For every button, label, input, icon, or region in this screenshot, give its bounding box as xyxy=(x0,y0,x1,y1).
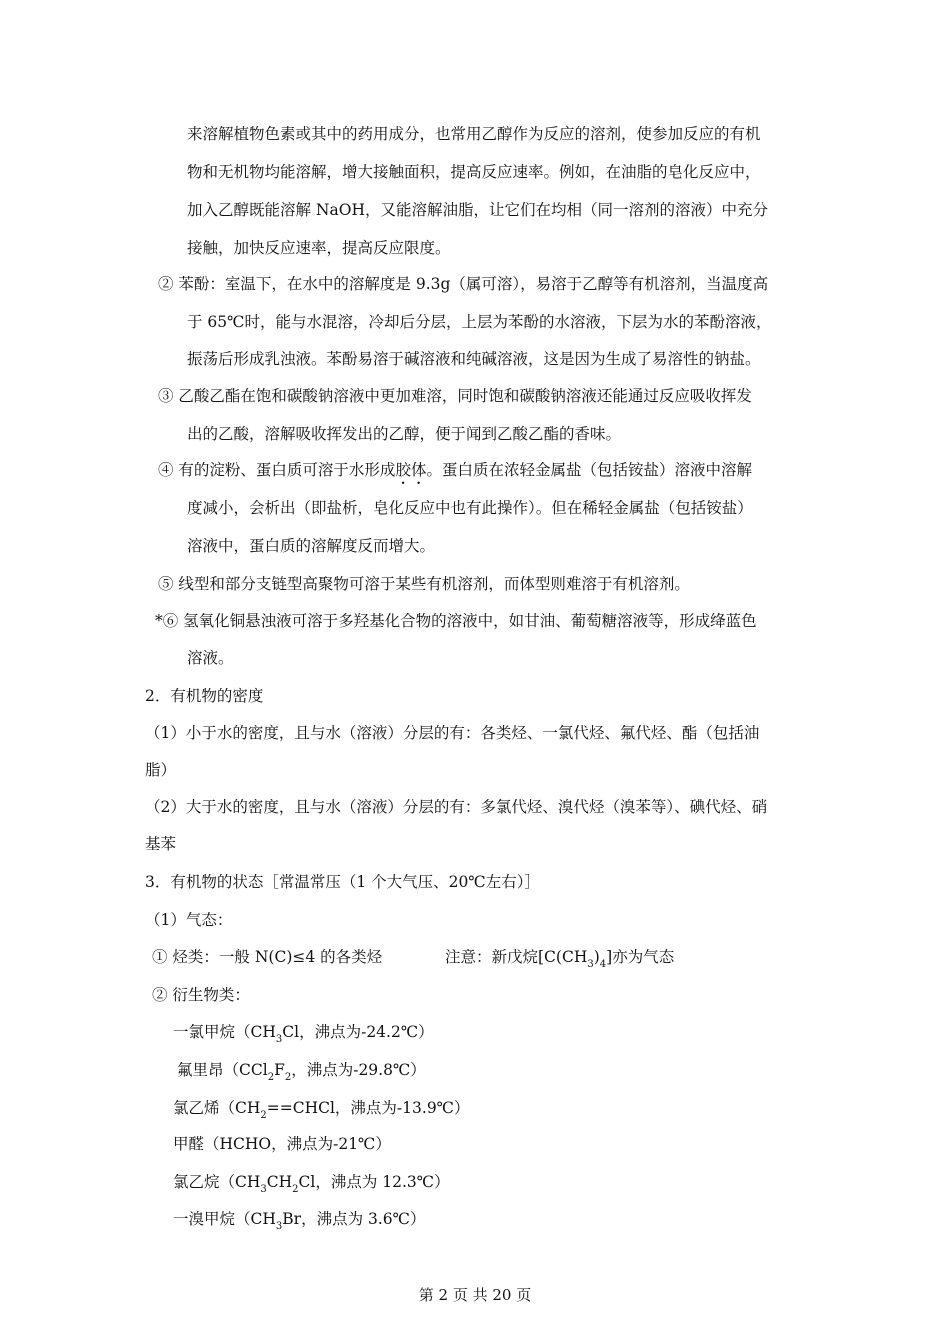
gas-compound-item xyxy=(177,1060,426,1083)
compound-text: CH xyxy=(266,1173,293,1191)
note-text-post: ]亦为气态 xyxy=(606,948,675,966)
gas-compound-item xyxy=(173,1209,425,1232)
para-phenol-line-1: ② 苯酚：室温下，在水中的溶解度是 9.3g（属可溶），易溶于乙醇等有机溶剂，当温度高 xyxy=(158,275,769,293)
gas-compound-item xyxy=(173,1022,434,1045)
density-item-1-line-2: 脂） xyxy=(145,761,177,779)
subscript: 3 xyxy=(260,1184,267,1195)
para-polymer: ⑤ 线型和部分支链型高聚物可溶于某些有机溶剂，而体型则难溶于有机溶剂。 xyxy=(158,575,690,593)
para-protein-line-3: 溶液中，蛋白质的溶解度反而增大。 xyxy=(187,537,436,555)
compound-text: 甲醛（HCHO，沸点为-21℃） xyxy=(173,1135,391,1153)
state-gas-heading: （1）气态： xyxy=(145,911,233,929)
compound-text: ==CHCl，沸点为-13.9℃） xyxy=(266,1099,470,1117)
density-item-2-line-1: （2）大于水的密度，且与水（溶液）分层的有：多氯代烃、溴代烃（溴苯等）、碘代烃、硝 xyxy=(145,798,768,816)
compound-text: 一溴甲烷（CH xyxy=(173,1210,276,1228)
para-ethanol-line-3: 加入乙醇既能溶解 NaOH，又能溶解油脂，让它们在均相（同一溶剂的溶液）中充分 xyxy=(187,201,768,219)
compound-text: 氟里昂（CCl xyxy=(177,1061,268,1079)
gas-compound-item xyxy=(173,1098,470,1121)
para-ethanol-line-2: 物和无机物均能溶解，增大接触面积，提高反应速率。例如，在油脂的皂化反应中， xyxy=(187,163,761,181)
compound-text: 氯乙烯（CH xyxy=(173,1099,261,1117)
compound-text: 一氯甲烷（CH xyxy=(173,1023,276,1041)
note-text-mid: ) xyxy=(593,948,600,966)
subscript: 2 xyxy=(292,1184,299,1195)
compound-text: F xyxy=(274,1061,285,1079)
density-item-2-line-2: 基苯 xyxy=(145,835,177,853)
subscript: 3 xyxy=(275,1034,283,1045)
heading-density: 2．有机物的密度 xyxy=(145,687,264,705)
note-text-pre: 注意：新戊烷[C(CH xyxy=(445,948,588,966)
gas-neopentane-note xyxy=(445,947,674,970)
subscript: 3 xyxy=(587,959,594,970)
subscript: 2 xyxy=(267,1072,275,1083)
para-phenol-line-2: 于 65℃时，能与水混溶，冷却后分层，上层为苯酚的水溶液，下层为水的苯酚溶液， xyxy=(187,313,772,331)
para-copper-line-1: *⑥ 氢氧化铜悬浊液可溶于多羟基化合物的溶液中，如甘油、葡萄糖溶液等，形成绛蓝色 xyxy=(155,612,757,630)
para-ethyl-acetate-line-1: ③ 乙酸乙酯在饱和碳酸钠溶液中更加难溶，同时饱和碳酸钠溶液还能通过反应吸收挥发 xyxy=(158,387,752,405)
gas-compound-item xyxy=(173,1134,391,1154)
compound-text: 氯乙烷（CH xyxy=(173,1173,261,1191)
compound-text: Cl，沸点为-24.2℃） xyxy=(282,1023,434,1041)
compound-text: ，沸点为-29.8℃） xyxy=(291,1061,426,1079)
protein-text-a: ④ 有的淀粉、蛋白质可溶于水形成 xyxy=(158,461,396,479)
para-protein-line-1 xyxy=(158,460,752,488)
density-item-1-line-1: （1）小于水的密度，且与水（溶液）分层的有：各类烃、一氯代烃、氟代烃、酯（包括油 xyxy=(145,724,760,742)
heading-state: 3．有机物的状态［常温常压（1 个大气压、20℃左右）］ xyxy=(145,873,540,891)
page-footer: 第 2 页 共 20 页 xyxy=(418,1286,532,1304)
para-copper-line-2: 溶液。 xyxy=(187,649,234,667)
protein-text-b: 。蛋白质在浓轻金属盐（包括铵盐）溶液中溶解 xyxy=(426,461,752,479)
gas-derivatives-heading: ② 衍生物类： xyxy=(152,986,250,1004)
subscript: 2 xyxy=(284,1072,292,1083)
subscript: 3 xyxy=(275,1221,283,1232)
gas-compound-item xyxy=(173,1172,450,1195)
para-ethyl-acetate-line-2: 出的乙酸，溶解吸收挥发出的乙醇，便于闻到乙酸乙酯的香味。 xyxy=(187,425,622,443)
gas-hydrocarbons: ① 烃类：一般 N(C)≤4 的各类烃 xyxy=(152,948,383,966)
subscript: 2 xyxy=(260,1110,267,1121)
para-phenol-line-3: 振荡后形成乳浊液。苯酚易溶于碱溶液和纯碱溶液，这是因为生成了易溶性的钠盐。 xyxy=(187,350,761,368)
para-ethanol-line-1: 来溶解植物色素或其中的药用成分，也常用乙醇作为反应的溶剂，使参加反应的有机 xyxy=(187,125,761,143)
compound-text: Cl，沸点为 12.3℃） xyxy=(298,1173,450,1191)
compound-text: Br，沸点为 3.6℃） xyxy=(282,1210,426,1228)
colloid-emphasis: 胶体 xyxy=(395,461,427,479)
para-ethanol-line-4: 接触，加快反应速率，提高反应限度。 xyxy=(187,239,451,257)
subscript: 4 xyxy=(599,959,607,970)
para-protein-line-2: 度减小，会析出（即盐析，皂化反应中也有此操作）。但在稀轻金属盐（包括铵盐） xyxy=(187,499,753,517)
